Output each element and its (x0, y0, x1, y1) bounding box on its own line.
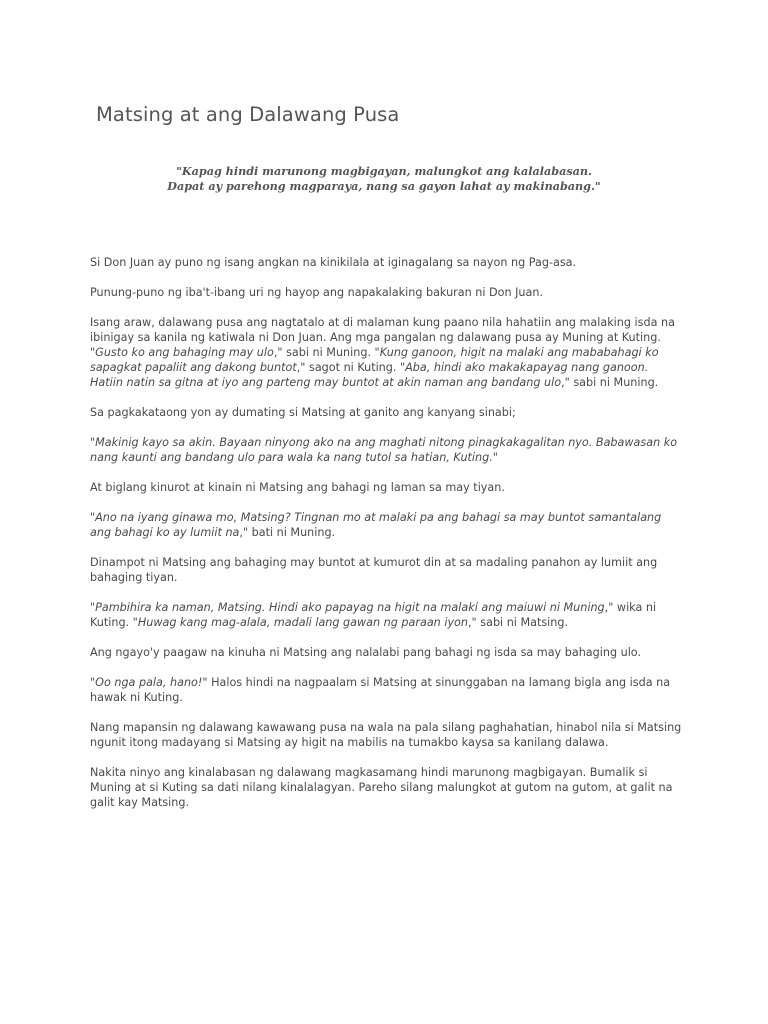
paragraph-line (90, 345, 690, 360)
paragraph-line (90, 435, 690, 450)
paragraph-line (90, 615, 690, 630)
paragraph-line: bahaging tiyan. (90, 571, 178, 584)
paragraph-line (90, 360, 690, 375)
story-body (90, 255, 690, 825)
dialogue: Pambihira ka naman, Matsing. Hindi ako papayag na higit na malaki ang maiuwi ni Muning (95, 601, 605, 614)
narration: ," sabi ni Muning. " (273, 346, 380, 359)
dialogue: sapagkat papaliit ang dakong buntot (90, 361, 297, 374)
narration: ," sagot ni Kuting. " (296, 361, 406, 374)
paragraph-4: Sa pagkakataong yon ay dumating si Matsing at ganito ang kanyang sinabi; (90, 406, 516, 419)
dialogue: "Gusto ko ang bahaging may ulo (90, 346, 274, 359)
paragraph-line (90, 675, 690, 690)
paragraph-2: Punung-puno ng iba't-ibang uri ng hayop ang napakalaking bakuran ni Don Juan. (90, 286, 544, 299)
paragraph-13 (90, 765, 690, 810)
paragraph-line: ibinigay sa kanila ng katiwala ni Don Juan. Ang mga pangalan ng dalawang pusa ay Muning at Kuting. (90, 331, 661, 344)
paragraph-5 (90, 435, 690, 465)
paragraph-10: Ang ngayo'y paagaw na kinuha ni Matsing ang nalalabi pang bahagi ng isda sa may bahaging ulo. (90, 646, 642, 659)
paragraph-line (90, 525, 690, 540)
paragraph-line (90, 450, 690, 465)
narration: " (90, 511, 96, 524)
paragraph-line: galit kay Matsing. (90, 796, 190, 809)
narration: " Halos hindi na nagpaalam si Matsing at sinunggaban na lamang bigla ang isda na (202, 676, 671, 689)
narration: ," bati ni Muning. (239, 526, 336, 539)
paragraph-9 (90, 600, 690, 630)
paragraph-3 (90, 315, 690, 390)
narration: " (90, 676, 96, 689)
paragraph-12 (90, 720, 690, 750)
paragraph-8 (90, 555, 690, 585)
paragraph-6: At biglang kinurot at kinain ni Matsing ang bahagi ng laman sa may tiyan. (90, 481, 505, 494)
narration: " (492, 451, 498, 464)
paragraph-line (90, 600, 690, 615)
dialogue: Aba, hindi ako makakapayag nang ganoon. (405, 361, 649, 374)
paragraph-11 (90, 675, 690, 705)
narration: ," sabi ni Muning. (561, 376, 659, 389)
narration: Kuting. " (90, 616, 138, 629)
dialogue: Makinig kayo sa akin. Bayaan ninyong ako na ang maghati nitong pinagkakagalitan nyo. Babawasan ko (95, 436, 678, 449)
dialogue: Huwag kang mag-alala, madali lang gawan ng paraan iyon (137, 616, 468, 629)
paragraph-line: Isang araw, dalawang pusa ang nagtatalo at di malaman kung paano nila hahatiin ang malaking isda na (90, 316, 675, 329)
paragraph-line (90, 510, 690, 525)
narration: " (90, 601, 96, 614)
paragraph-line: Dinampot ni Matsing ang bahaging may buntot at kumurot din at sa madaling panahon ay lumiit ang (90, 556, 658, 569)
paragraph-line: Nang mapansin ng dalawang kawawang pusa na wala na pala silang paghahatian, hinabol nila si Matsing (90, 721, 682, 734)
narration: ," sabi ni Matsing. (468, 616, 569, 629)
paragraph-line: Muning at si Kuting sa dati nilang kinalalagyan. Pareho silang malungkot at gutom na gutom, at galit na (90, 781, 673, 794)
epigraph-line: "Kapag hindi marunong magbigayan, malungkot ang kalalabasan. (176, 164, 592, 178)
paragraph-1: Si Don Juan ay puno ng isang angkan na kinikilala at iginagalang sa nayon ng Pag-asa. (90, 256, 577, 269)
dialogue: Oo nga pala, hano! (95, 676, 203, 689)
dialogue: Hatiin natin sa gitna at iyo ang parteng may buntot at akin naman ang bandang ulo (90, 376, 562, 389)
paragraph-line: hawak ni Kuting. (90, 691, 183, 704)
paragraph-line (90, 375, 690, 390)
narration: " (90, 436, 96, 449)
dialogue: Kung ganoon, higit na malaki ang mababahagi ko (379, 346, 659, 359)
paragraph-7 (90, 510, 690, 540)
dialogue: nang kaunti ang bandang ulo para wala ka nang tutol sa hatian, Kuting. (90, 451, 493, 464)
narration: ," wika ni (604, 601, 657, 614)
epigraph (100, 164, 668, 194)
dialogue: Ano na iyang ginawa mo, Matsing? Tingnan mo at malaki pa ang bahagi sa may buntot samantalang (95, 511, 662, 524)
epigraph-line: Dapat ay parehong magparaya, nang sa gayon lahat ay makinabang." (167, 179, 601, 193)
paragraph-line: ngunit itong madayang si Matsing ay higit na mabilis na tumakbo kaysa sa kanilang dalawa. (90, 736, 609, 749)
paragraph-line: Nakita ninyo ang kinalabasan ng dalawang magkasamang hindi marunong magbigayan. Bumalik si (90, 766, 648, 779)
page-title: Matsing at ang Dalawang Pusa (96, 103, 400, 126)
dialogue: ang bahagi ko ay lumiit na (90, 526, 240, 539)
